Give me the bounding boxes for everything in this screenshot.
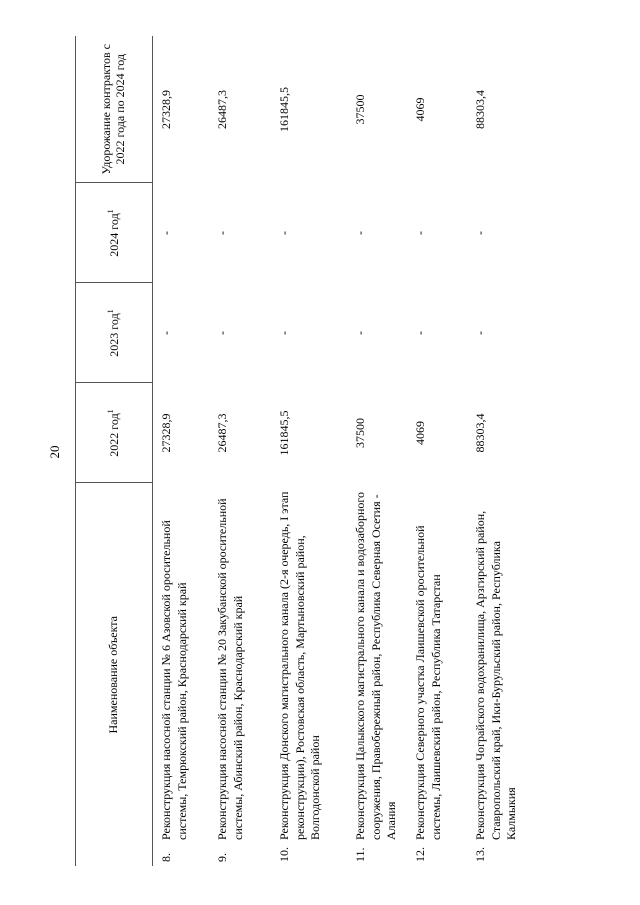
value-increase: 27328,9	[159, 90, 173, 129]
value-2023: -	[277, 331, 291, 335]
value-2024: -	[215, 231, 229, 235]
object-name-cell	[271, 483, 347, 866]
value-2023: -	[353, 331, 367, 335]
value-2023: -	[215, 331, 229, 335]
value-2024: -	[473, 231, 487, 235]
value-2022: 161845,5	[277, 410, 291, 456]
object-name: Реконструкция насосной станции № 20 Закубанской оросительной системы, Абинский район, Краснодарский край	[215, 498, 245, 840]
object-name-cell	[209, 483, 271, 866]
header-2023-label: 2023 год	[107, 313, 122, 357]
page-number: 20	[47, 445, 62, 459]
value-2024: -	[413, 231, 427, 235]
row-number: 11.	[353, 847, 367, 862]
value-2023: -	[413, 331, 427, 335]
value-2022: 26487,3	[215, 413, 229, 453]
table-row	[271, 36, 347, 866]
rotated-table-container	[75, 36, 565, 866]
footnote-mark-2023: 1	[106, 309, 116, 314]
object-name-cell	[467, 483, 537, 866]
table-header-row	[76, 36, 153, 866]
header-2024	[76, 183, 153, 283]
value-2022: 4069	[413, 421, 427, 445]
value-increase: 37500	[353, 94, 367, 125]
object-name: Реконструкция насосной станции № 6 Азовской оросительной системы, Темрюкский район, Краснодарский край	[159, 520, 189, 840]
object-name-cell	[407, 483, 467, 866]
value-increase: 4069	[413, 97, 427, 122]
header-2022	[76, 383, 153, 483]
value-increase: 88303,4	[473, 90, 487, 129]
table-row	[347, 36, 407, 866]
object-name: Реконструкция Донского магистрального канала (2-я очередь, I этап реконструкции), Ростовская область, Мартыновский район, Волгодонской район	[277, 491, 323, 840]
table-row	[407, 36, 467, 866]
footnote-mark-2022: 1	[106, 409, 116, 414]
footnote-mark-2024: 1	[106, 209, 116, 214]
header-increase: Удорожание контрактов с 2022 года по 2024 год	[76, 36, 153, 183]
objects-table	[75, 36, 537, 866]
value-2022: 27328,9	[159, 413, 173, 453]
header-2024-label: 2024 год	[107, 213, 122, 257]
value-2022: 88303,4	[473, 413, 487, 453]
object-name-cell	[153, 483, 210, 866]
value-2023: -	[159, 331, 173, 335]
row-number: 12.	[413, 847, 427, 862]
row-number: 8.	[159, 853, 173, 862]
header-2023	[76, 283, 153, 383]
table-row	[467, 36, 537, 866]
value-increase: 161845,5	[277, 87, 291, 132]
header-2022-label: 2022 год	[107, 413, 122, 457]
object-name: Реконструкция Северного участка Лаишевской оросительной системы, Лаишевский район, Республика Татарстан	[413, 525, 443, 840]
row-number: 9.	[215, 853, 229, 862]
object-name: Реконструкция Чограйского водохранилища, Арзгирский район, Ставропольский край, Ики-Бурульский район, Республика Калмыкия	[473, 510, 519, 840]
value-increase: 26487,3	[215, 90, 229, 129]
header-name: Наименование объекта	[76, 483, 153, 866]
value-2024: -	[277, 231, 291, 235]
object-name: Реконструкция Цалыкского магистрального канала и водозаборного сооружения, Правобережный район, Республика Северная Осетия - Алания	[353, 491, 399, 840]
value-2023: -	[473, 331, 487, 335]
object-name-cell	[347, 483, 407, 866]
row-number: 13.	[473, 847, 487, 862]
value-2022: 37500	[353, 418, 367, 448]
table-row	[209, 36, 271, 866]
value-2024: -	[353, 231, 367, 235]
table-row	[153, 36, 210, 866]
row-number: 10.	[277, 847, 291, 862]
value-2024: -	[159, 231, 173, 235]
